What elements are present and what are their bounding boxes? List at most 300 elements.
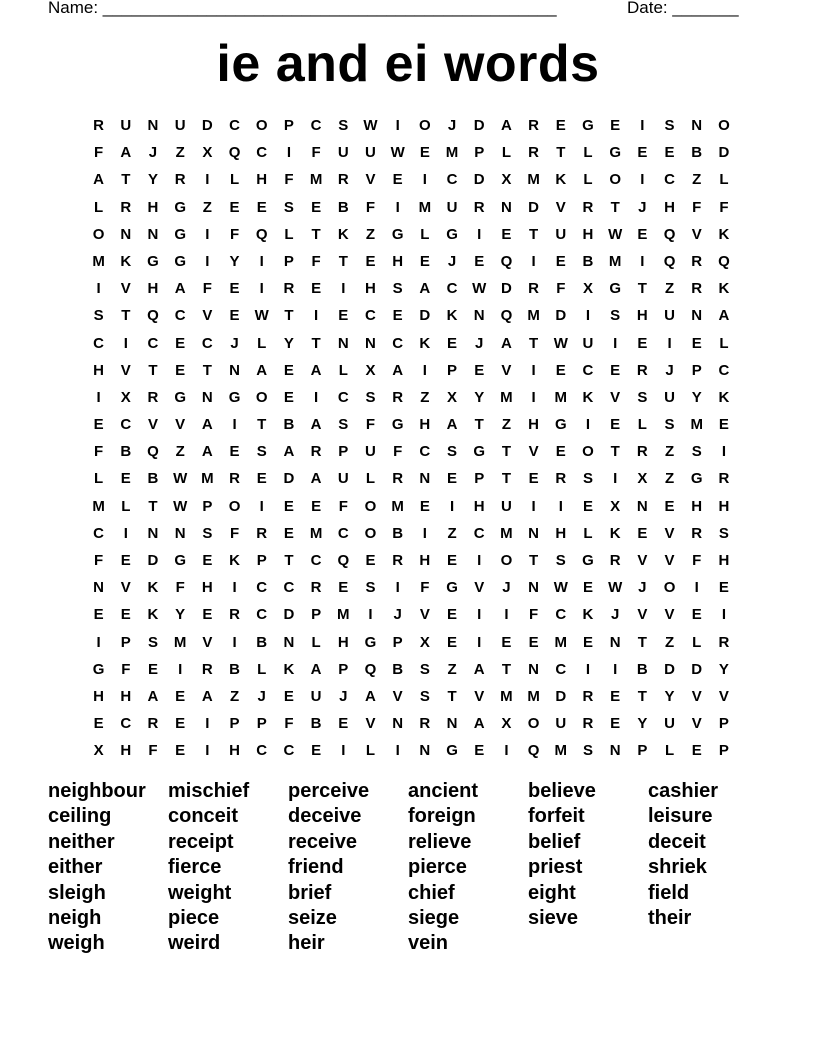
- grid-letter: E: [338, 579, 349, 597]
- word-bank-item: mischief: [168, 780, 250, 802]
- grid-letter: I: [205, 252, 210, 270]
- grid-letter: N: [147, 225, 159, 243]
- grid-letter: L: [583, 144, 593, 162]
- grid-letter: I: [531, 497, 536, 515]
- word-column: [408, 779, 528, 957]
- grid-letter: I: [368, 606, 373, 624]
- grid-letter: R: [691, 252, 703, 270]
- grid-letter: C: [555, 606, 567, 624]
- word-bank-item: priest: [528, 856, 583, 879]
- grid-letter: I: [667, 334, 672, 352]
- grid-letter: X: [582, 280, 593, 298]
- grid-letter: N: [691, 307, 703, 325]
- grid-letter: C: [120, 715, 132, 733]
- grid-letter: Z: [229, 687, 240, 705]
- grid-letter: F: [229, 225, 240, 243]
- grid-letter: C: [310, 552, 322, 569]
- grid-row: [85, 139, 738, 166]
- grid-letter: H: [147, 198, 159, 216]
- grid-letter: F: [175, 579, 185, 597]
- grid-letter: I: [395, 117, 400, 134]
- grid-letter: I: [341, 280, 346, 298]
- grid-letter: R: [392, 470, 404, 488]
- grid-row: [85, 629, 738, 656]
- grid-letter: D: [473, 117, 485, 134]
- word-bank-item: receive: [288, 830, 357, 853]
- grid-letter: S: [664, 117, 675, 134]
- grid-letter: V: [718, 687, 729, 705]
- grid-letter: F: [202, 280, 212, 298]
- grid-letter: E: [338, 307, 349, 325]
- grid-letter: V: [202, 307, 213, 325]
- grid-letter: E: [93, 606, 104, 624]
- grid-letter: M: [337, 606, 350, 624]
- grid-letter: H: [337, 633, 349, 651]
- grid-letter: E: [637, 524, 648, 542]
- grid-letter: U: [664, 388, 675, 406]
- grid-letter: I: [613, 334, 618, 352]
- grid-letter: E: [718, 416, 729, 434]
- grid-letter: M: [445, 144, 459, 162]
- grid-letter: E: [501, 633, 512, 651]
- grid-letter: V: [365, 171, 376, 189]
- grid-letter: S: [637, 388, 648, 406]
- grid-letter: E: [229, 198, 240, 216]
- grid-letter: B: [691, 144, 703, 162]
- grid-letter: G: [582, 117, 594, 134]
- grid-letter: L: [94, 198, 104, 216]
- grid-letter: R: [310, 443, 322, 461]
- grid-letter: S: [664, 416, 675, 434]
- grid-letter: I: [694, 579, 699, 597]
- grid-letter: A: [473, 715, 485, 733]
- grid-letter: R: [636, 361, 648, 379]
- grid-letter: N: [93, 579, 105, 597]
- word-bank-item: seize: [288, 906, 337, 929]
- grid-letter: A: [718, 307, 730, 325]
- grid-letter: E: [555, 117, 566, 134]
- grid-letter: F: [420, 579, 430, 597]
- grid-letter: T: [338, 252, 348, 270]
- grid-letter: V: [528, 443, 539, 461]
- grid-letter: E: [555, 443, 566, 461]
- grid-letter: N: [528, 579, 540, 597]
- grid-letter: P: [392, 633, 403, 651]
- grid-letter: H: [201, 579, 213, 597]
- grid-letter: Q: [228, 144, 241, 162]
- grid-letter: E: [637, 225, 648, 243]
- grid-letter: W: [363, 117, 378, 134]
- grid-letter: H: [256, 171, 268, 189]
- word-bank-item: either: [48, 856, 103, 879]
- grid-letter: U: [446, 198, 458, 216]
- grid-letter: V: [120, 361, 131, 379]
- grid-letter: R: [147, 715, 159, 733]
- grid-letter: K: [147, 606, 159, 624]
- grid-letter: Q: [663, 252, 676, 270]
- grid-letter: G: [582, 552, 594, 569]
- grid-letter: M: [608, 252, 622, 270]
- grid-letter: E: [447, 552, 458, 569]
- word-bank-item: neither: [48, 830, 115, 853]
- grid-letter: P: [447, 361, 458, 379]
- grid-letter: Q: [364, 660, 377, 678]
- grid-letter: M: [92, 252, 105, 270]
- word-bank-item: cashier: [648, 780, 719, 802]
- grid-letter: P: [637, 742, 648, 760]
- grid-letter: I: [205, 742, 210, 760]
- grid-letter: L: [420, 225, 430, 243]
- grid-letter: D: [691, 660, 703, 678]
- grid-letter: E: [691, 606, 702, 624]
- grid-letter: I: [205, 715, 210, 733]
- grid-letter: R: [392, 388, 404, 406]
- grid-letter: V: [691, 687, 702, 705]
- grid-letter: O: [364, 524, 377, 542]
- grid-letter: E: [365, 552, 376, 569]
- grid-letter: X: [202, 144, 213, 162]
- grid-letter: H: [93, 361, 105, 379]
- word-bank-item: eight: [528, 881, 576, 904]
- word-bank-item: leisure: [648, 805, 713, 828]
- grid-letter: M: [690, 416, 703, 434]
- grid-letter: U: [365, 443, 376, 461]
- grid-letter: A: [201, 443, 213, 461]
- grid-letter: S: [283, 198, 294, 216]
- grid-letter: M: [527, 307, 540, 325]
- grid-letter: P: [283, 117, 294, 134]
- grid-letter: R: [310, 579, 322, 597]
- grid-letter: L: [365, 470, 376, 488]
- grid-letter: F: [692, 198, 702, 216]
- grid-row: [85, 493, 738, 520]
- grid-letter: E: [229, 280, 240, 298]
- grid-letter: Z: [420, 388, 430, 406]
- grid-letter: D: [201, 117, 213, 134]
- grid-letter: J: [475, 334, 484, 352]
- grid-letter: I: [531, 361, 536, 379]
- grid-letter: O: [419, 117, 431, 134]
- grid-letter: P: [120, 633, 131, 651]
- grid-letter: Z: [664, 443, 675, 461]
- grid-letter: W: [608, 579, 623, 597]
- grid-letter: E: [147, 660, 158, 678]
- grid-letter: R: [337, 171, 349, 189]
- grid-letter: N: [500, 198, 512, 216]
- grid-letter: Q: [147, 443, 159, 461]
- grid-letter: F: [311, 144, 321, 162]
- grid-letter: K: [147, 579, 159, 597]
- grid-letter: J: [638, 579, 647, 597]
- word-bank-item: receipt: [168, 830, 234, 853]
- grid-row: [85, 438, 738, 465]
- grid-letter: T: [447, 687, 457, 705]
- grid-letter: O: [582, 443, 594, 461]
- grid-letter: Y: [474, 388, 485, 406]
- grid-letter: I: [96, 633, 101, 651]
- grid-letter: E: [610, 361, 621, 379]
- grid-letter: A: [147, 687, 159, 705]
- grid-letter: H: [718, 552, 730, 569]
- grid-letter: S: [718, 524, 729, 542]
- grid-letter: O: [255, 388, 268, 406]
- grid-letter: F: [94, 552, 104, 569]
- grid-letter: E: [610, 715, 621, 733]
- grid-row: [85, 221, 738, 248]
- grid-letter: C: [229, 117, 240, 134]
- word-bank-item: friend: [288, 856, 344, 879]
- grid-letter: T: [637, 633, 647, 651]
- grid-letter: G: [473, 443, 486, 461]
- grid-letter: Z: [175, 144, 185, 162]
- grid-letter: X: [120, 388, 131, 406]
- grid-letter: O: [255, 117, 268, 134]
- grid-letter: E: [93, 416, 104, 434]
- grid-letter: P: [474, 470, 485, 488]
- grid-letter: O: [92, 225, 105, 243]
- grid-letter: L: [637, 416, 647, 434]
- grid-letter: V: [610, 388, 621, 406]
- grid-letter: F: [284, 171, 294, 189]
- grid-row: [85, 737, 738, 764]
- grid-letter: I: [205, 225, 210, 243]
- grid-letter: I: [96, 388, 101, 406]
- grid-letter: I: [123, 334, 128, 352]
- grid-letter: C: [473, 524, 485, 542]
- grid-letter: Y: [147, 171, 158, 189]
- grid-letter: R: [582, 687, 594, 705]
- grid-letter: I: [232, 416, 237, 434]
- grid-letter: I: [314, 307, 319, 325]
- grid-letter: W: [553, 579, 568, 597]
- grid-letter: M: [201, 470, 214, 488]
- grid-letter: J: [230, 334, 239, 352]
- grid-letter: E: [637, 144, 648, 162]
- word-column: [288, 779, 408, 957]
- grid-letter: T: [474, 416, 484, 434]
- grid-letter: N: [120, 225, 132, 243]
- grid-letter: K: [582, 388, 594, 406]
- grid-letter: Y: [283, 334, 294, 352]
- grid-letter: M: [500, 524, 513, 542]
- grid-row: [85, 465, 738, 492]
- grid-letter: I: [477, 552, 482, 569]
- grid-row: [85, 574, 738, 601]
- word-bank-item: ancient: [408, 780, 479, 802]
- grid-letter: A: [500, 334, 512, 352]
- grid-letter: Z: [664, 633, 675, 651]
- grid-letter: E: [582, 497, 593, 515]
- grid-letter: V: [664, 606, 675, 624]
- grid-letter: W: [553, 334, 568, 352]
- grid-letter: V: [637, 552, 648, 569]
- grid-letter: D: [473, 171, 485, 189]
- grid-letter: N: [419, 470, 431, 488]
- grid-letter: Q: [663, 225, 676, 243]
- grid-letter: V: [120, 280, 131, 298]
- grid-letter: O: [228, 497, 241, 515]
- grid-letter: R: [93, 117, 105, 134]
- grid-letter: N: [392, 715, 404, 733]
- grid-letter: S: [202, 524, 213, 542]
- grid-letter: K: [555, 171, 567, 189]
- name-field-label: Name: ________________________________________________: [48, 0, 557, 17]
- grid-letter: T: [284, 307, 294, 325]
- grid-letter: I: [341, 742, 346, 760]
- grid-letter: I: [123, 524, 128, 542]
- grid-letter: T: [637, 687, 647, 705]
- grid-letter: V: [555, 198, 566, 216]
- grid-letter: E: [120, 552, 131, 569]
- grid-letter: S: [419, 687, 430, 705]
- grid-letter: V: [202, 633, 213, 651]
- grid-letter: E: [283, 687, 294, 705]
- grid-letter: I: [178, 660, 183, 678]
- grid-letter: E: [419, 144, 430, 162]
- grid-letter: W: [608, 225, 623, 243]
- word-column: [648, 779, 768, 931]
- grid-letter: E: [637, 334, 648, 352]
- grid-letter: D: [555, 687, 567, 705]
- word-bank-item: relieve: [408, 830, 472, 853]
- grid-letter: R: [256, 524, 268, 542]
- grid-letter: T: [501, 660, 511, 678]
- grid-letter: A: [256, 361, 268, 379]
- grid-letter: I: [232, 579, 237, 597]
- grid-letter: B: [147, 470, 159, 488]
- grid-letter: O: [527, 715, 540, 733]
- grid-letter: Y: [637, 715, 648, 733]
- grid-letter: D: [555, 307, 567, 325]
- grid-letter: V: [664, 524, 675, 542]
- grid-letter: R: [392, 552, 404, 569]
- grid-row: [85, 656, 738, 683]
- grid-letter: I: [259, 497, 264, 515]
- grid-letter: C: [283, 742, 295, 760]
- grid-letter: L: [365, 742, 376, 760]
- word-bank-item: neighbour: [48, 780, 146, 802]
- grid-letter: P: [256, 552, 267, 569]
- letter-grid: [85, 112, 738, 765]
- word-bank-item: ceiling: [48, 805, 112, 828]
- word-bank-item: piece: [168, 906, 220, 929]
- grid-letter: I: [477, 606, 482, 624]
- grid-letter: R: [419, 715, 431, 733]
- grid-letter: F: [121, 660, 131, 678]
- grid-letter: Y: [691, 388, 702, 406]
- grid-letter: U: [555, 225, 567, 243]
- grid-letter: J: [339, 687, 348, 705]
- grid-letter: A: [310, 361, 322, 379]
- grid-letter: I: [477, 225, 482, 243]
- grid-letter: E: [447, 606, 458, 624]
- grid-letter: Y: [175, 606, 186, 624]
- word-bank-item: conceit: [168, 805, 239, 828]
- grid-letter: T: [501, 443, 511, 461]
- word-bank-item: vein: [408, 932, 449, 955]
- grid-letter: M: [309, 524, 323, 542]
- grid-letter: E: [691, 334, 702, 352]
- grid-letter: X: [501, 715, 512, 733]
- grid-letter: D: [528, 198, 540, 216]
- grid-letter: T: [637, 280, 647, 298]
- grid-letter: T: [311, 334, 321, 352]
- grid-letter: V: [474, 579, 485, 597]
- grid-letter: C: [664, 171, 675, 189]
- grid-letter: L: [94, 470, 104, 488]
- grid-letter: O: [609, 171, 621, 189]
- grid-letter: C: [256, 742, 268, 760]
- grid-letter: B: [337, 198, 349, 216]
- grid-letter: K: [718, 280, 730, 298]
- grid-letter: H: [473, 497, 485, 515]
- grid-letter: P: [202, 497, 213, 515]
- grid-letter: R: [636, 443, 648, 461]
- grid-letter: N: [528, 524, 540, 542]
- grid-letter: I: [259, 280, 264, 298]
- grid-letter: N: [609, 633, 621, 651]
- grid-letter: N: [174, 524, 186, 542]
- grid-letter: A: [392, 361, 404, 379]
- grid-letter: L: [257, 660, 267, 678]
- grid-letter: S: [555, 552, 566, 569]
- grid-row: [85, 112, 738, 139]
- grid-letter: I: [395, 579, 400, 597]
- grid-letter: W: [173, 470, 188, 488]
- grid-letter: S: [338, 416, 349, 434]
- grid-letter: F: [529, 606, 539, 624]
- grid-letter: E: [120, 606, 131, 624]
- grid-letter: R: [691, 524, 703, 542]
- grid-letter: X: [447, 388, 458, 406]
- grid-letter: E: [419, 497, 430, 515]
- grid-row: [85, 683, 738, 710]
- grid-row: [85, 248, 738, 275]
- grid-letter: O: [364, 497, 377, 515]
- grid-letter: G: [174, 225, 186, 243]
- grid-letter: U: [337, 470, 349, 488]
- grid-row: [85, 384, 738, 411]
- grid-letter: Z: [447, 524, 457, 542]
- grid-letter: E: [311, 280, 322, 298]
- grid-letter: A: [310, 416, 322, 434]
- grid-letter: C: [365, 307, 376, 325]
- grid-letter: F: [365, 416, 376, 434]
- word-bank-item: heir: [288, 932, 325, 955]
- grid-letter: E: [283, 497, 294, 515]
- grid-letter: C: [256, 579, 268, 597]
- grid-letter: X: [637, 470, 648, 488]
- grid-letter: U: [365, 144, 376, 162]
- grid-letter: K: [446, 307, 458, 325]
- grid-letter: E: [528, 633, 539, 651]
- grid-letter: T: [257, 416, 267, 434]
- grid-letter: R: [718, 470, 730, 488]
- grid-letter: H: [147, 280, 159, 298]
- grid-letter: C: [446, 171, 458, 189]
- grid-letter: T: [121, 171, 131, 189]
- grid-letter: G: [391, 416, 404, 434]
- grid-letter: I: [422, 361, 427, 379]
- grid-letter: T: [148, 497, 158, 515]
- word-bank-item: deceive: [288, 805, 362, 828]
- grid-letter: Z: [447, 660, 457, 678]
- grid-letter: L: [257, 334, 267, 352]
- grid-letter: A: [201, 687, 213, 705]
- word-bank-item: brief: [288, 881, 332, 904]
- grid-letter: R: [528, 280, 540, 298]
- grid-letter: W: [472, 280, 487, 298]
